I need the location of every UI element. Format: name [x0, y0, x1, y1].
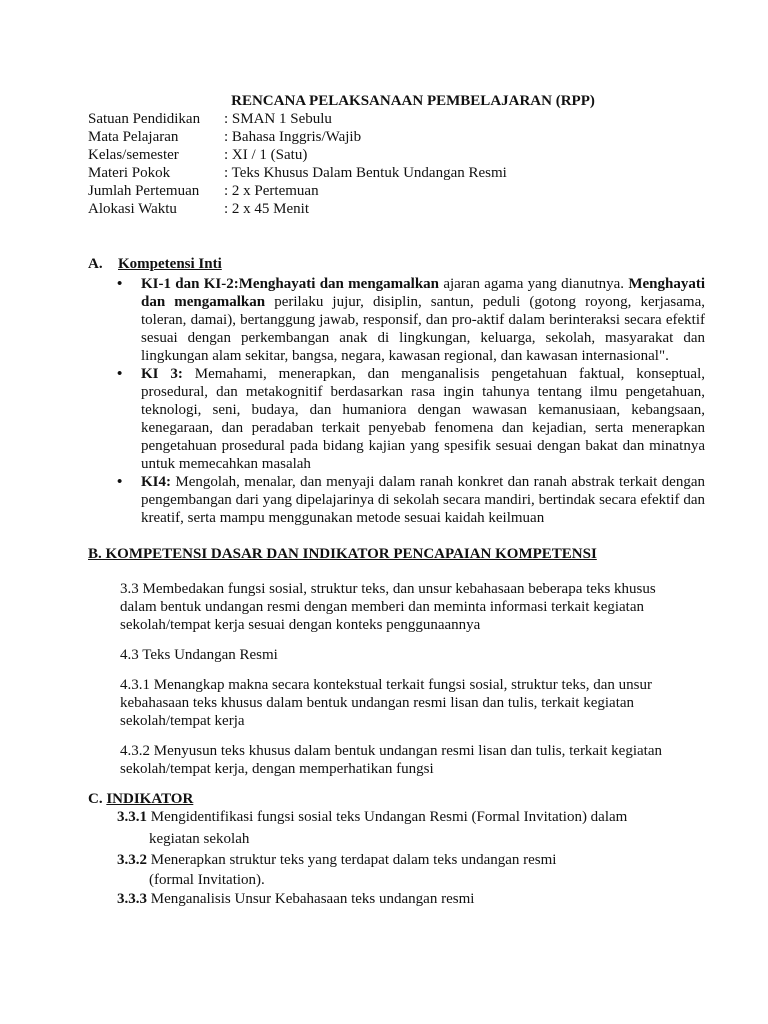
- info-label: Alokasi Waktu: [88, 201, 177, 217]
- section-letter: A.: [88, 256, 103, 272]
- indicator-text: Menerapkan struktur teks yang terdapat dalam teks undangan resmi: [147, 852, 557, 868]
- section-title: Kompetensi Inti: [118, 256, 222, 272]
- info-value: : Bahasa Inggris/Wajib: [224, 129, 362, 145]
- ki-label: KI 3:: [141, 366, 183, 382]
- kd-4-3-1: 4.3.1 Menangkap makna secara kontekstual terkait fungsi sosial, struktur teks, dan unsur kebahasaan teks khusus dalam bentuk undangan resmi lisan dan tulis, terkait kegiatan sekolah/tempat kerja: [120, 677, 652, 729]
- info-row: [88, 200, 708, 218]
- section-letter: C.: [88, 791, 103, 807]
- info-value: : 2 x Pertemuan: [224, 183, 319, 199]
- ki-4-item: [117, 473, 705, 527]
- ki-label: KI-1 dan KI-2:Menghayati dan mengamalkan: [141, 276, 440, 292]
- info-value: : 2 x 45 Menit: [224, 201, 309, 217]
- info-label: Kelas/semester: [88, 147, 179, 163]
- info-value: : SMAN 1 Sebulu: [224, 111, 332, 127]
- ki-emphasis: Menghayati dan mengamalkan: [141, 276, 705, 310]
- section-title: INDIKATOR: [106, 791, 194, 807]
- bullet-icon: •: [117, 366, 123, 382]
- info-row: [88, 182, 708, 200]
- indicator-item: [117, 851, 708, 889]
- ki-4-text: [141, 473, 705, 527]
- info-label: Satuan Pendidikan: [88, 111, 201, 127]
- info-row: [88, 110, 708, 128]
- indicator-number: 3.3.1: [117, 809, 147, 825]
- ki-1-2-text: [141, 275, 705, 365]
- indicator-text: Menganalisis Unsur Kebahasaan teks undangan resmi: [147, 891, 475, 907]
- indicator-number: 3.3.3: [117, 891, 147, 907]
- ki-1-2-item: [117, 275, 705, 365]
- section-c-heading: [88, 790, 708, 808]
- info-row: [88, 146, 708, 164]
- indicator-text-cont: kegiatan sekolah: [149, 831, 250, 847]
- info-value: : XI / 1 (Satu): [224, 147, 308, 163]
- info-label: Mata Pelajaran: [88, 129, 179, 145]
- section-a-heading: [88, 255, 708, 273]
- info-label: Materi Pokok: [88, 165, 171, 181]
- bullet-icon: •: [117, 474, 123, 490]
- identity-table: [88, 110, 708, 218]
- kd-4-3-2: 4.3.2 Menyusun teks khusus dalam bentuk undangan resmi lisan dan tulis, terkait kegiatan sekolah/tempat kerja, dengan memperhatikan fungsi: [120, 743, 662, 777]
- bullet-icon: •: [117, 276, 123, 292]
- kd-4-3: 4.3 Teks Undangan Resmi: [120, 647, 278, 663]
- indicator-text-cont: (formal Invitation).: [149, 872, 265, 888]
- indicator-text: Mengidentifikasi fungsi sosial teks Undangan Resmi (Formal Invitation) dalam: [147, 809, 628, 825]
- ki-3-item: [117, 365, 705, 473]
- kd-3-3: 3.3 Membedakan fungsi sosial, struktur teks, dan unsur kebahasaan beberapa teks khusus dalam bentuk undangan resmi dengan memberi dan meminta informasi terkait kegiatan sekolah/tempat kerja sesuai dengan konteks penggunaannya: [120, 581, 656, 633]
- ki-text: perilaku jujur, disiplin, santun, peduli (gotong royong, kerjasama, toleran, damai), bertanggung jawab, responsif, dan pro-aktif dalam berinteraksi secara efektif sesuai dengan perkembangan anak di lingkungan, keluarga, sekolah, masyarakat dan lingkungan alam sekitar, bangsa, negara, kawasan regional, dan kawasan internasional".: [141, 294, 705, 364]
- ki-text: Mengolah, menalar, dan menyaji dalam ranah konkret dan ranah abstrak terkait dengan pengembangan dari yang dipelajarinya di sekolah secara mandiri, bertindak secara efektif dan kreatif, serta mampu menggunakan metode sesuai kaidah keilmuan: [141, 474, 705, 526]
- info-row: [88, 164, 708, 182]
- document-title: RENCANA PELAKSANAAN PEMBELAJARAN (RPP): [231, 93, 595, 109]
- indicator-item: [117, 808, 708, 848]
- ki-label: KI4:: [141, 474, 171, 490]
- ki-text: ajaran agama yang dianutnya.: [439, 276, 629, 292]
- info-value: : Teks Khusus Dalam Bentuk Undangan Resmi: [224, 165, 507, 181]
- section-b-heading: B. KOMPETENSI DASAR DAN INDIKATOR PENCAPAIAN KOMPETENSI: [88, 546, 597, 562]
- info-row: [88, 128, 708, 146]
- indicator-number: 3.3.2: [117, 852, 147, 868]
- info-label: Jumlah Pertemuan: [88, 183, 200, 199]
- indicator-item: [117, 890, 708, 908]
- ki-text: Memahami, menerapkan, dan menganalisis pengetahuan faktual, konseptual, prosedural, dan metakognitif berdasarkan rasa ingin tahunya tentang ilmu pengetahuan, teknologi, seni, budaya, dan humaniora dengan wawasan kemanusiaan, kebangsaan, kenegaraan, dan peradaban terkait penyebab fenomena dan kejadian, serta menerapkan pengetahuan prosedural pada bidang kajian yang spesifik sesuai dengan bakat dan minatnya untuk memecahkan masalah: [141, 366, 705, 472]
- ki-3-text: [141, 365, 705, 473]
